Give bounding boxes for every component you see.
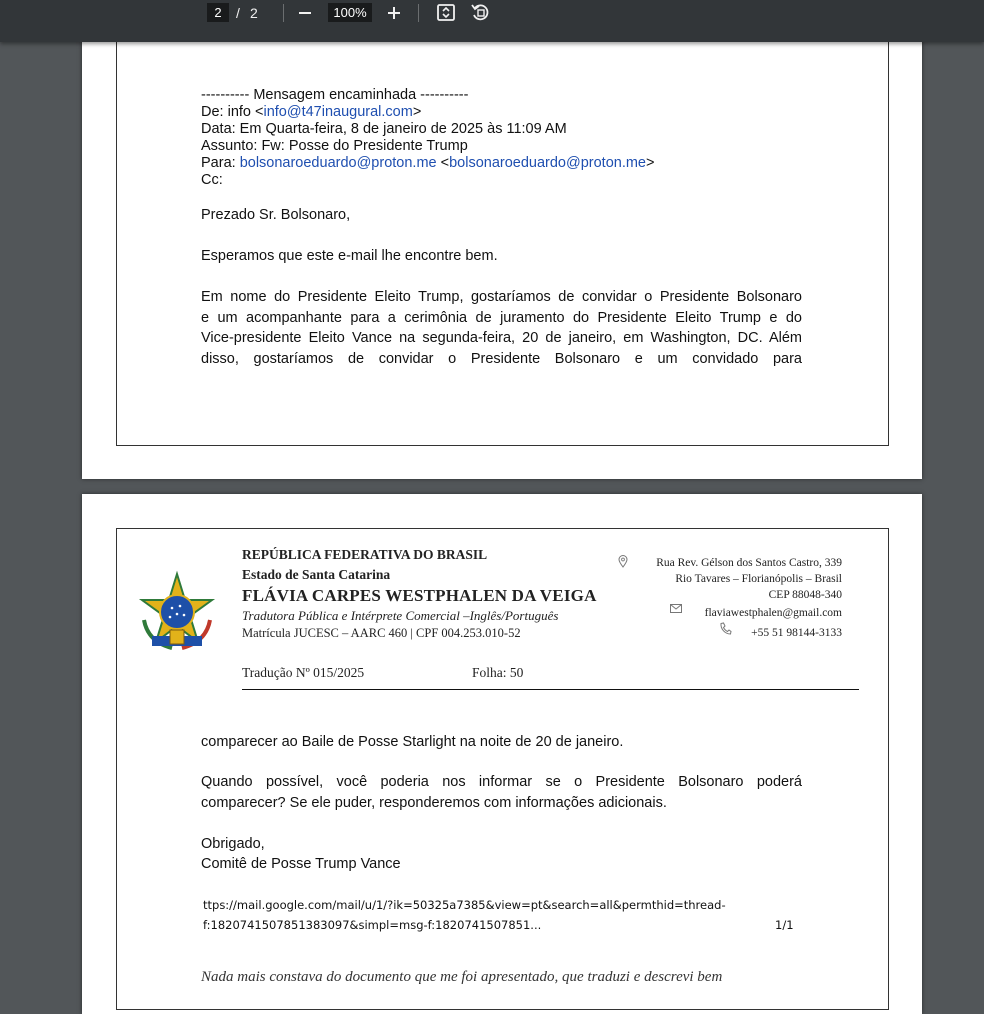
greeting: Prezado Sr. Bolsonaro, [201, 207, 351, 223]
header-cep: CEP 88048-340 [768, 589, 842, 601]
to-open: < [436, 155, 450, 171]
location-pin-icon [618, 555, 628, 568]
header-translator-name: FLÁVIA CARPES WESTPHALEN DA VEIGA [242, 586, 597, 605]
folha-number: Folha: 50 [472, 665, 524, 680]
thanks-line: Obrigado, [201, 836, 265, 852]
forwarded-header: ---------- Mensagem encaminhada ---------- [201, 87, 469, 103]
question-paragraph [201, 772, 802, 813]
zoom-level-input[interactable]: 100% [328, 3, 372, 22]
toolbar-divider [418, 4, 419, 22]
hope-line: Esperamos que este e-mail lhe encontre bem. [201, 248, 498, 264]
to-line [201, 155, 654, 171]
fit-page-icon [435, 2, 457, 24]
minus-icon [294, 2, 316, 24]
rotate-button[interactable] [469, 2, 491, 24]
paragraph-line: disso, gostaríamos de convidar o Presidente Bolsonaro e um convidado para [201, 350, 802, 367]
paragraph-line: comparecer? Se ele puder, responderemos com informações adicionais. [201, 794, 667, 811]
to-close: > [646, 155, 655, 171]
header-phone: +55 51 98144-3133 [751, 627, 842, 639]
paragraph-line: Vice-presidente Eleito Vance na segunda-feira, 20 de janeiro, em Washington, DC. Além [201, 330, 802, 346]
header-republic: REPÚBLICA FEDERATIVA DO BRASIL [242, 547, 488, 562]
invitation-paragraph [201, 287, 802, 369]
to-label: Para: [201, 155, 240, 171]
to-email-link-2[interactable]: bolsonaroeduardo@proton.me [449, 155, 646, 171]
zoom-out-button[interactable] [294, 2, 316, 24]
cc-line: Cc: [201, 172, 223, 188]
committee-signature: Comitê de Posse Trump Vance [201, 856, 401, 872]
page-number-input[interactable] [207, 3, 229, 22]
envelope-icon [670, 604, 682, 614]
paragraph-line: Quando possível, você poderia nos informar se o Presidente Bolsonaro poderá [201, 774, 802, 790]
source-page-count: 1/1 [775, 918, 794, 932]
phone-icon [719, 622, 732, 635]
fit-page-button[interactable] [435, 2, 457, 24]
header-role: Tradutora Pública e Intérprete Comercial –Inglês/Português [242, 608, 559, 623]
to-email-link[interactable]: bolsonaroeduardo@proton.me [239, 155, 437, 171]
page-separator: / [236, 5, 240, 21]
header-divider [242, 689, 859, 690]
from-label: De: info < [201, 104, 264, 120]
closing-statement: Nada mais constava do documento que me foi apresentado, que traduzi e descrevi bem [201, 969, 723, 985]
plus-icon [383, 2, 405, 24]
source-url-line-1: ttps://mail.google.com/mail/u/1/?ik=50325a7385&view=pt&search=all&permthid=thread- [203, 898, 726, 912]
rotate-icon [469, 2, 491, 24]
pdf-page-1 [82, 0, 922, 479]
total-pages: 2 [250, 5, 258, 21]
header-email: flaviawestphalen@gmail.com [704, 607, 842, 619]
paragraph-line: Em nome do Presidente Eleito Trump, gostaríamos de convidar o Presidente Bolsonaro [201, 289, 802, 305]
date-line: Data: Em Quarta-feira, 8 de janeiro de 2025 às 11:09 AM [201, 121, 567, 137]
header-address-2: Rio Tavares – Florianópolis – Brasil [675, 573, 842, 585]
zoom-in-button[interactable] [383, 2, 405, 24]
page-border [116, 0, 889, 446]
from-email-link[interactable]: info@t47inaugural.com [263, 104, 413, 120]
toolbar-divider [283, 4, 284, 22]
from-close: > [412, 104, 422, 120]
translation-number: Tradução Nº 015/2025 [242, 665, 365, 680]
header-registration: Matrícula JUCESC – AARC 460 | CPF 004.253.010-52 [242, 626, 521, 640]
from-line [201, 104, 421, 120]
header-address-1: Rua Rev. Gélson dos Santos Castro, 339 [656, 557, 842, 569]
attend-line: comparecer ao Baile de Posse Starlight na noite de 20 de janeiro. [201, 734, 624, 750]
source-url-line-2: f:1820741507851383097&simpl=msg-f:1820741507851... [203, 918, 542, 932]
pdf-toolbar [0, 0, 984, 42]
subject-line: Assunto: Fw: Posse do Presidente Trump [201, 138, 468, 154]
brazil-coat-of-arms-emblem [134, 570, 220, 658]
header-state: Estado de Santa Catarina [242, 567, 391, 582]
paragraph-line: e um acompanhante para a cerimônia de juramento do Presidente Eleito Trump e do [201, 309, 802, 326]
